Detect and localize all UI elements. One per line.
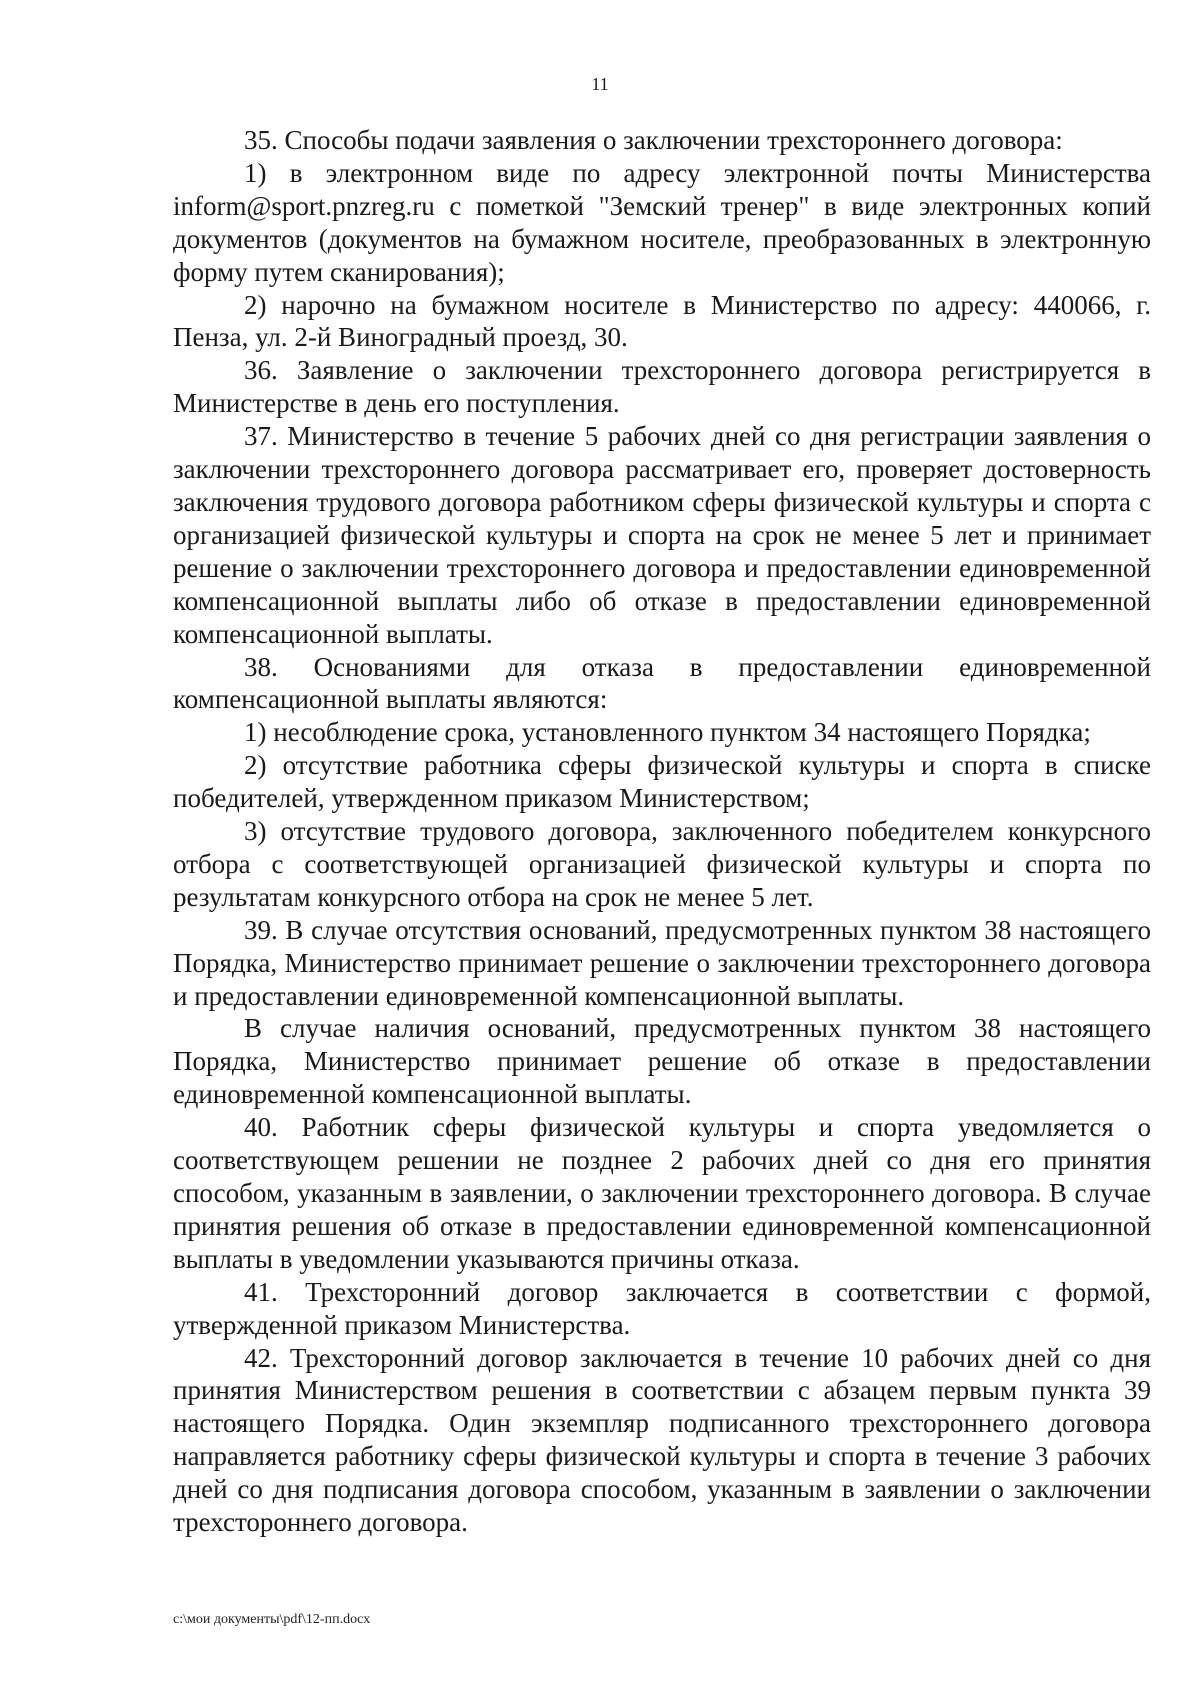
paragraph-39: 39. В случае отсутствия оснований, предусмотренных пунктом 38 настоящего Порядка, Министерство принимает решение о заключении трехстороннего договора и предоставлении единовременной компенсационной выплаты. — [173, 914, 1151, 1011]
document-body — [173, 124, 1151, 1539]
footer-file-path: c:\мои документы\pdf\12-пп.docx — [173, 1612, 371, 1627]
page-number: 11 — [591, 74, 609, 94]
paragraph-38: 38. Основаниями для отказа в предоставлении единовременной компенсационной выплаты являются: — [173, 651, 1151, 715]
paragraph-38-item-1: 1) несоблюдение срока, установленного пунктом 34 настоящего Порядка; — [244, 717, 1091, 748]
paragraph-38-item-2: 2) отсутствие работника сферы физической культуры и спорта в списке победителей, утвержденном приказом Министерством; — [173, 750, 1151, 814]
paragraph-41: 41. Трехсторонний договор заключается в соответствии с формой, утвержденной приказом Министерства. — [173, 1276, 1151, 1340]
paragraph-35: 35. Способы подачи заявления о заключении трехстороннего договора: — [244, 125, 1063, 155]
paragraph-42: 42. Трехсторонний договор заключается в течение 10 рабочих дней со дня принятия Министерством решения в соответствии с абзацем первым пункта 39 настоящего Порядка. Один экземпляр подписанного трехстороннего договора направляется работнику сферы физической культуры и спорта в течение 3 рабочих дней со дня подписания договора способом, указанным в заявлении о заключении трехстороннего договора. — [173, 1342, 1151, 1538]
paragraph-40: 40. Работник сферы физической культуры и спорта уведомляется о соответствующем решении не позднее 2 рабочих дней со дня его принятия способом, указанным в заявлении, о заключении трехстороннего договора. В случае принятия решения об отказе в предоставлении единовременной компенсационной выплаты в уведомлении указываются причины отказа. — [173, 1112, 1151, 1274]
paragraph-36: 36. Заявление о заключении трехстороннего договора регистрируется в Министерстве в день его поступления. — [173, 355, 1151, 419]
paragraph-35-item-2: 2) нарочно на бумажном носителе в Министерство по адресу: 440066, г. Пенза, ул. 2-й Виноградный проезд, 30. — [173, 289, 1151, 353]
paragraph-39-second: В случае наличия оснований, предусмотренных пунктом 38 настоящего Порядка, Министерство принимает решение об отказе в предоставлении единовременной компенсационной выплаты. — [173, 1013, 1151, 1110]
paragraph-37: 37. Министерство в течение 5 рабочих дней со дня регистрации заявления о заключении трехстороннего договора рассматривает его, проверяет достоверность заключения трудового договора работником сферы физической культуры и спорта с организацией физической культуры и спорта на срок не менее 5 лет и принимает решение о заключении трехстороннего договора и предоставлении единовременной компенсационной выплаты либо об отказе в предоставлении единовременной компенсационной выплаты. — [173, 421, 1151, 649]
paragraph-35-item-1: 1) в электронном виде по адресу электронной почты Министерства inform@sport.pnzreg.ru с пометкой "Земский тренер" в виде электронных копий документов (документов на бумажном носителе, преобразованных в электронную форму путем сканирования); — [173, 157, 1151, 287]
paragraph-38-item-3: 3) отсутствие трудового договора, заключенного победителем конкурсного отбора с соответствующей организацией физической культуры и спорта по результатам конкурсного отбора на срок не менее 5 лет. — [173, 816, 1151, 912]
